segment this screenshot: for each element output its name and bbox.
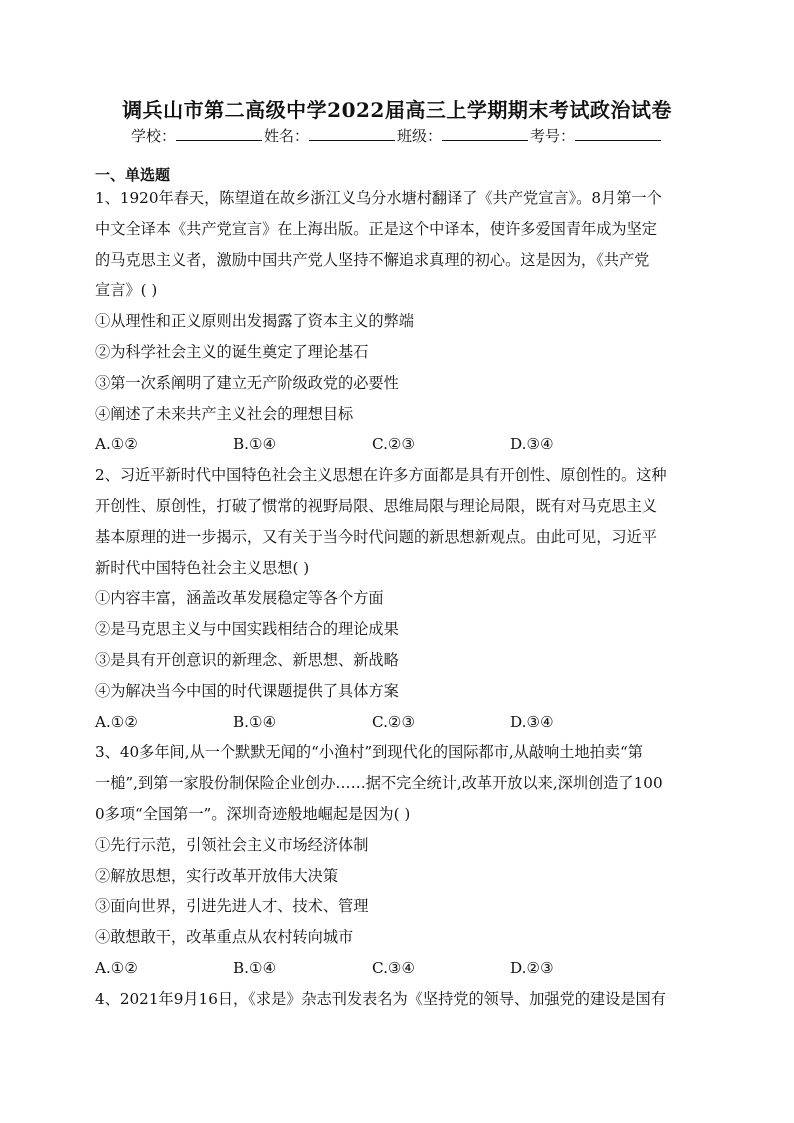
choice-b[interactable]: B.①④	[233, 958, 277, 977]
choice-c[interactable]: C.②③	[372, 712, 416, 731]
question-stem-line: 新时代中国特色社会主义思想( )	[95, 558, 310, 577]
number-label: 考号：	[530, 127, 576, 145]
question-stem-line: 0多项“全国第一”。深圳奇迹般地崛起是因为( )	[95, 804, 411, 823]
choice-c[interactable]: C.②③	[372, 435, 416, 454]
question-stem-line: 一槌”,到第一家股份制保险企业创办……据不完全统计,改革开放以来,深圳创造了100	[95, 774, 663, 793]
question	[95, 460, 707, 737]
statement-option: ③第一次系阐明了建立无产阶级政党的必要性	[95, 373, 399, 392]
statement-option: ②为科学社会主义的诞生奠定了理论基石	[95, 342, 369, 361]
statement-option: ①内容丰富，涵盖改革发展稳定等各个方面	[95, 589, 384, 608]
choice-c[interactable]: C.③④	[372, 958, 416, 977]
choice-a[interactable]: A.①②	[95, 712, 139, 731]
question-stem-line: 4、2021年9月16日，《求是》杂志刊发表名为《坚持党的领导、加强党的建设是国有	[95, 989, 666, 1008]
class-label: 班级：	[397, 127, 443, 145]
choice-d[interactable]: D.③④	[510, 712, 554, 731]
choice-b[interactable]: B.①④	[233, 712, 277, 731]
statement-option: ②解放思想，实行改革开放伟大决策	[95, 866, 338, 885]
statement-option: ①先行示范，引领社会主义市场经济体制	[95, 835, 369, 854]
answer-choices	[95, 707, 707, 738]
question-stem-line: 开创性、原创性，打破了惯常的视野局限、思维局限与理论局限，既有对马克思主义	[95, 496, 657, 515]
statement-option: ④敢想敢干，改革重点从农村转向城市	[95, 928, 354, 947]
name-blank[interactable]	[309, 126, 395, 141]
choice-a[interactable]: A.①②	[95, 435, 139, 454]
student-info-row	[0, 124, 794, 148]
school-label: 学校：	[130, 127, 176, 145]
choice-d[interactable]: D.③④	[510, 435, 554, 454]
question-stem-line: 的马克思主义者，激励中国共产党人坚持不懈追求真理的初心。这是因为，《共产党	[95, 250, 650, 269]
class-blank[interactable]	[442, 126, 528, 141]
school-blank[interactable]	[176, 126, 262, 141]
choice-d[interactable]: D.②③	[510, 958, 554, 977]
statement-option: ④阐述了未来共产主义社会的理想目标	[95, 404, 354, 423]
question-stem-line: 宣言》( )	[95, 281, 158, 300]
answer-choices	[95, 953, 707, 984]
question	[95, 737, 707, 983]
question-stem-line: 1、1920年春天，陈望道在故乡浙江义乌分水塘村翻译了《共产党宣言》。8月第一个	[95, 189, 662, 207]
statement-option: ②是马克思主义与中国实践相结合的理论成果	[95, 620, 399, 639]
name-label: 姓名：	[263, 127, 309, 145]
question	[95, 984, 707, 1015]
section-heading: 一、单选题	[95, 166, 171, 184]
question-stem-line: 基本原理的进一步揭示，又有关于当今时代问题的新思想新观点。由此可见，习近平	[95, 527, 657, 546]
statement-option: ③是具有开创意识的新理念、新思想、新战略	[95, 650, 399, 669]
statement-option: ④为解决当今中国的时代课题提供了具体方案	[95, 681, 399, 700]
number-blank[interactable]	[575, 126, 661, 141]
question-stem-line: 中文全译本《共产党宣言》在上海出版。正是这个中译本，使许多爱国青年成为坚定	[95, 219, 657, 238]
questions-container	[95, 183, 707, 1015]
question	[95, 183, 707, 460]
question-stem-line: 2、习近平新时代中国特色社会主义思想在许多方面都是具有开创性、原创性的。这种	[95, 466, 667, 485]
choice-a[interactable]: A.①②	[95, 958, 139, 977]
statement-option: ③面向世界，引进先进人才、技术、管理	[95, 897, 369, 916]
answer-choices	[95, 429, 707, 460]
choice-b[interactable]: B.①④	[233, 435, 277, 454]
page-title: 调兵山市第二高级中学2022届高三上学期期末考试政治试卷	[122, 98, 672, 122]
statement-option: ①从理性和正义原则出发揭露了资本主义的弊端	[95, 312, 414, 331]
question-stem-line: 3、40多年间,从一个默默无闻的“小渔村”到现代化的国际都市,从敲响土地拍卖“第	[95, 743, 643, 762]
